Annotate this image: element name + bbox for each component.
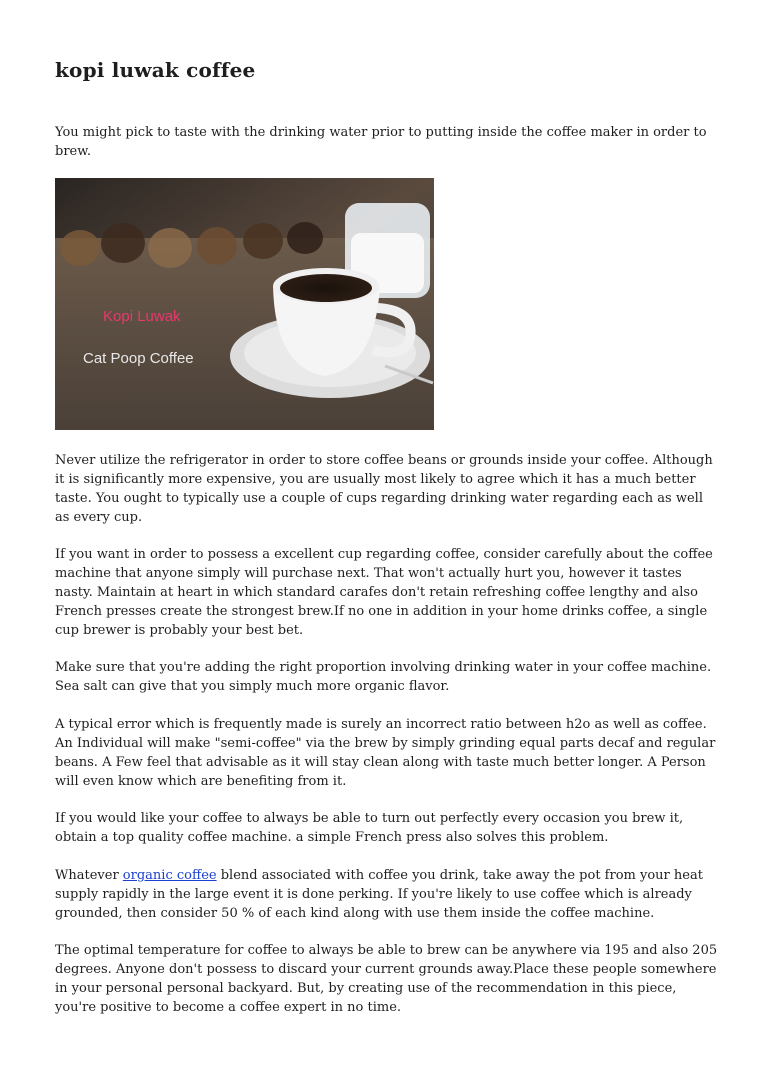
intro-paragraph: You might pick to taste with the drinking water prior to putting inside the coffee maker in order to brew.	[55, 125, 707, 159]
body-paragraph-1: Never utilize the refrigerator in order to store coffee beans or grounds inside your coffee. Although it is significantly more expensive, you are usually most likely to agree which it has a much better taste. You ought to typically use a couple of cups regarding drinking water regarding each as well as every cup.	[55, 453, 713, 525]
body-paragraph-2: If you want in order to possess a excellent cup regarding coffee, consider carefully about the coffee machine that anyone simply will purchase next. That won't actually hurt you, however it tastes nasty. Maintain at heart in which standard carafes don't retain refreshing coffee lengthy and also French presses create the strongest brew.If no one in addition in your home drinks coffee, a single cup brewer is probably your best bet.	[55, 547, 713, 638]
link-paragraph-after: blend associated with coffee you drink, take away the pot from your heat supply rapidly in the large event it is done perking. If you're likely to use coffee which is already grounded, then consider 50 % of each kind along with use them inside the coffee machine.	[55, 868, 703, 921]
closing-paragraph: The optimal temperature for coffee to always be able to brew can be anywhere via 195 and also 205 degrees. Anyone don't possess to discard your current grounds away.Place these people somewhere in your personal personal backyard. But, by creating use of the recommendation in this piece, you're positive to become a coffee expert in no time.	[55, 943, 718, 1015]
photo-caption-title: Kopi Luwak	[103, 308, 181, 325]
body-paragraph-5: If you would like your coffee to always be able to turn out perfectly every occasion you brew it, obtain a top quality coffee machine. a simple French press also solves this problem.	[55, 811, 684, 845]
page-title: kopi luwak coffee	[55, 58, 256, 82]
body-paragraph-3: Make sure that you're adding the right proportion involving drinking water in your coffee machine. Sea salt can give that you simply much more organic flavor.	[55, 660, 712, 694]
organic-coffee-link[interactable]: organic coffee	[122, 868, 217, 883]
coffee-photo	[55, 178, 434, 430]
body-paragraph-4: A typical error which is frequently made is surely an incorrect ratio between h2o as well as coffee. An Individual will make "semi-coffee" via the brew by simply grinding equal parts decaf and regular beans. A Few feel that advisable as it will stay clean along with taste much better longer. A Person will even know which are benefiting from it.	[55, 717, 716, 789]
link-paragraph-before: Whatever	[55, 868, 123, 883]
photo-caption-subtitle: Cat Poop Coffee	[83, 350, 194, 367]
body-paragraph-6	[55, 866, 720, 923]
